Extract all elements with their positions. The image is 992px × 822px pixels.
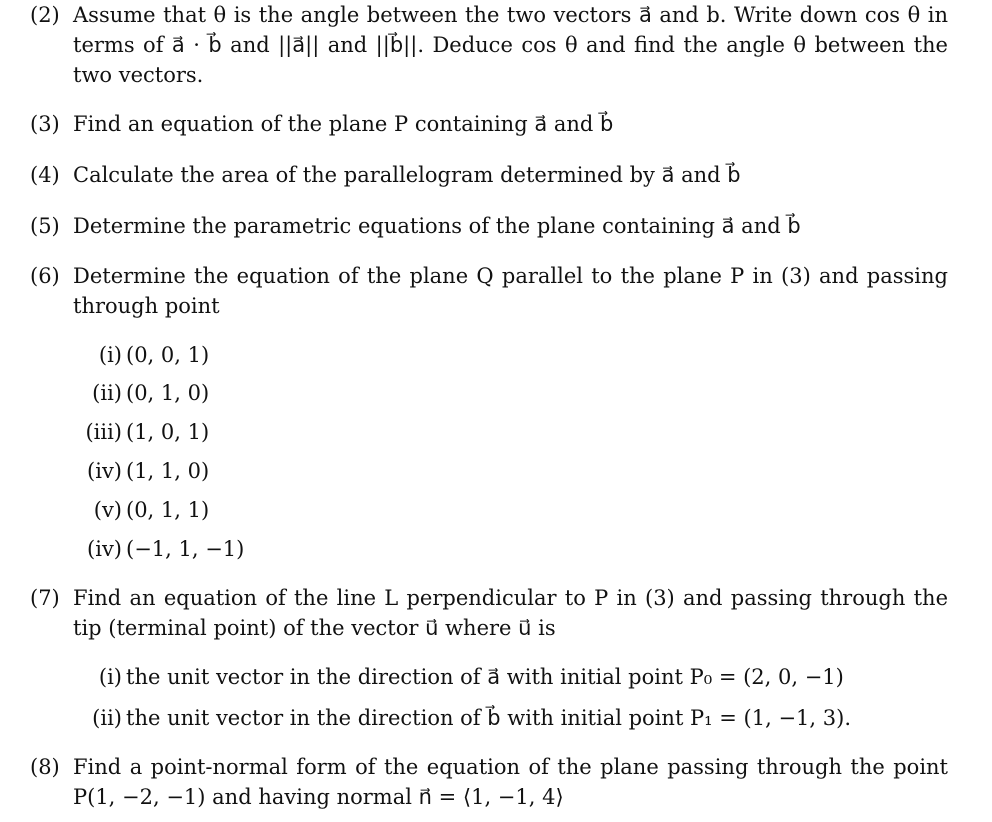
subitem-label: (i) <box>98 343 122 367</box>
problem-text: Assume that θ is the angle between the two vectors a⃗ and b. Write down cos θ in terms of a⃗ · b⃗ and ||a⃗|| and ||b⃗||. Deduce cos θ and find the angle θ between the two vectors. <box>73 3 948 87</box>
subitem-text: (1, 1, 0) <box>126 459 210 483</box>
subitem-label: (ii) <box>92 381 122 405</box>
problem-text: Determine the equation of the plane Q parallel to the plane P in (3) and passing through point <box>73 264 948 318</box>
subitem-6-i <box>74 340 209 370</box>
problem-6 <box>30 261 948 321</box>
subitem-text: the unit vector in the direction of a⃗ with initial point P₀ = (2, 0, −1) <box>126 665 844 689</box>
subitem-text: (−1, 1, −1) <box>126 537 245 561</box>
problem-number: (4) <box>30 163 60 187</box>
problem-number: (3) <box>30 112 60 136</box>
problem-3 <box>30 109 948 139</box>
problem-number: (7) <box>30 586 60 610</box>
subitem-text: (0, 0, 1) <box>126 343 210 367</box>
subitem-6-iii <box>74 417 209 447</box>
problem-2 <box>30 0 948 90</box>
subitem-label: (ii) <box>92 706 122 730</box>
subitem-6-vi <box>74 534 244 564</box>
problem-text: Find an equation of the line L perpendicular to P in (3) and passing through the tip (terminal point) of the vector u⃗ where u⃗ is <box>73 586 948 640</box>
problem-7 <box>30 583 948 643</box>
problem-text: Determine the parametric equations of the plane containing a⃗ and b⃗ <box>73 214 801 238</box>
problem-5 <box>30 211 948 241</box>
problem-number: (2) <box>30 3 60 27</box>
problem-4 <box>30 160 948 190</box>
subitem-label: (iv) <box>87 459 122 483</box>
subitem-6-iv <box>74 456 209 486</box>
problem-text: Find an equation of the plane P containing a⃗ and b⃗ <box>73 112 614 136</box>
subitem-text: (0, 1, 1) <box>126 498 210 522</box>
subitem-6-ii <box>74 378 209 408</box>
problem-number: (8) <box>30 755 60 779</box>
problem-number: (6) <box>30 264 60 288</box>
problem-8 <box>30 752 948 812</box>
subitem-7-ii <box>74 703 851 733</box>
subitem-text: (1, 0, 1) <box>126 420 210 444</box>
problem-text: Find a point-normal form of the equation of the plane passing through the point P(1, −2, −1) and having normal n⃗ = ⟨1, −1, 4⟩ <box>73 755 948 809</box>
subitem-6-v <box>74 495 209 525</box>
subitem-text: the unit vector in the direction of b⃗ with initial point P₁ = (1, −1, 3). <box>126 706 851 730</box>
subitem-7-i <box>74 662 844 692</box>
subitem-label: (iii) <box>85 420 122 444</box>
subitem-label: (iv) <box>87 537 122 561</box>
subitem-label: (i) <box>98 665 122 689</box>
subitem-text: (0, 1, 0) <box>126 381 210 405</box>
subitem-label: (v) <box>93 498 122 522</box>
problem-number: (5) <box>30 214 60 238</box>
problem-text: Calculate the area of the parallelogram determined by a⃗ and b⃗ <box>73 163 741 187</box>
